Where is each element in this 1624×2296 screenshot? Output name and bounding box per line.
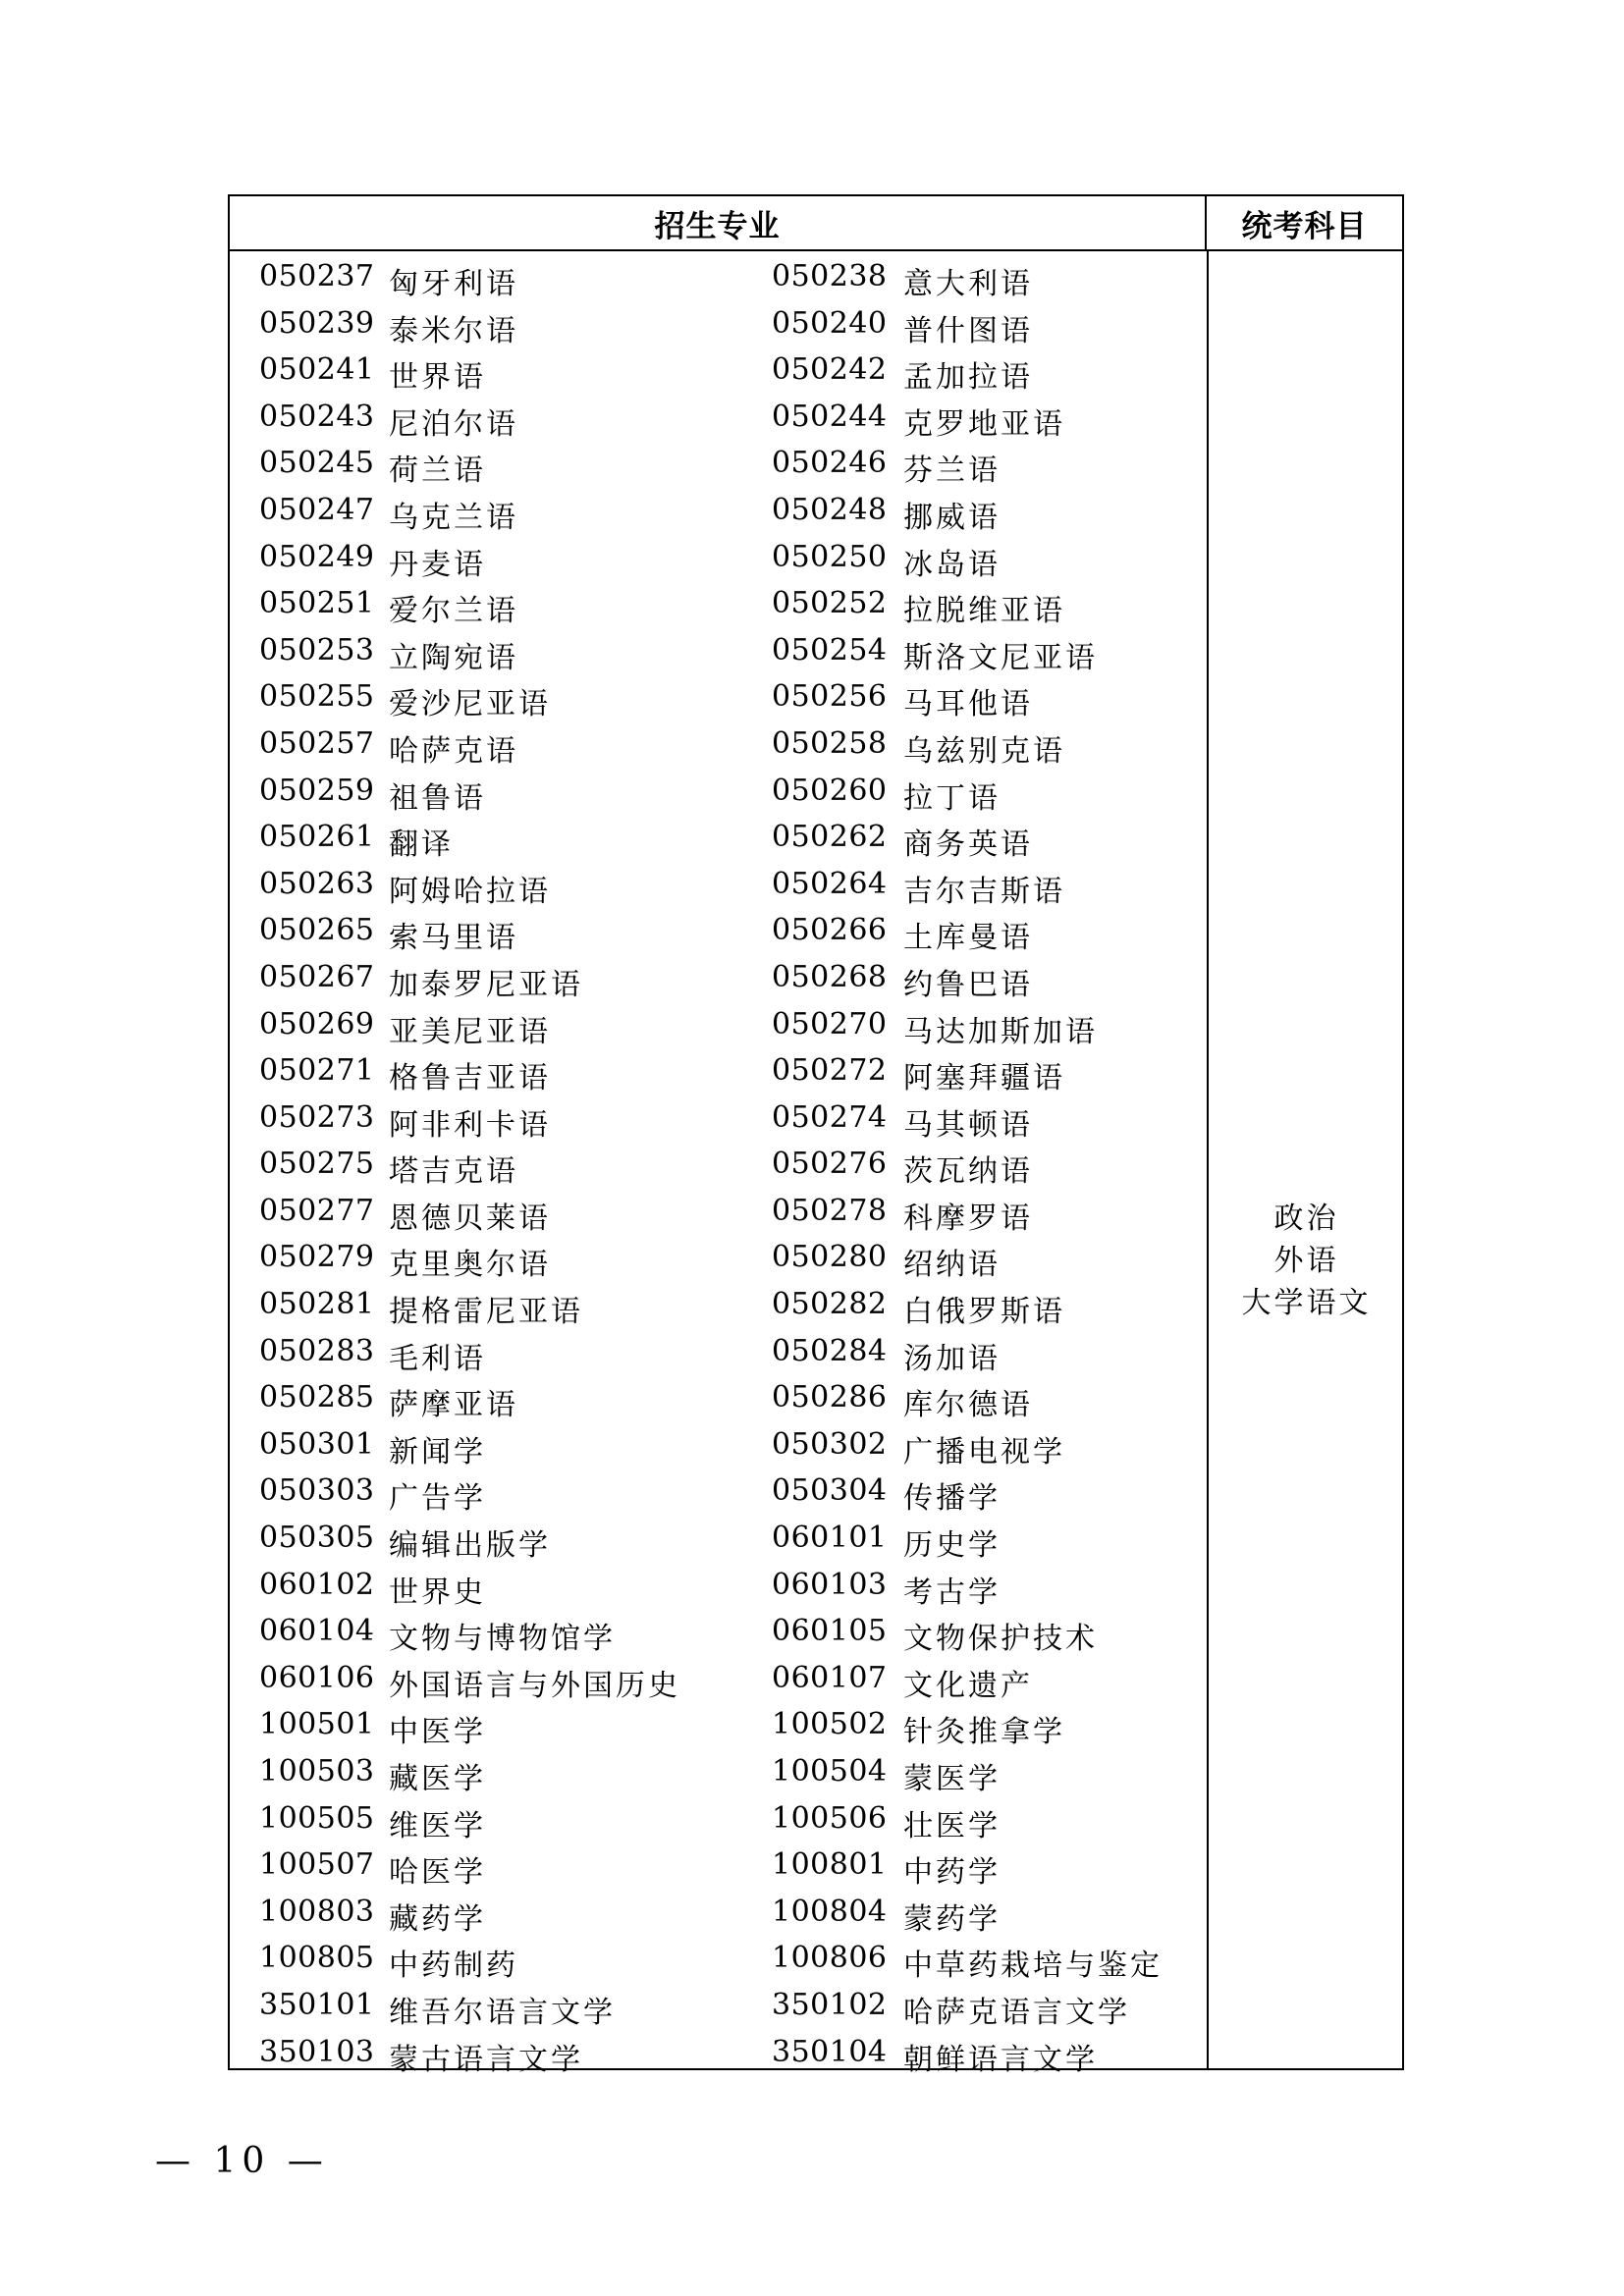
table-row xyxy=(230,578,1207,629)
major-code: 050301 xyxy=(259,1426,375,1462)
table-row xyxy=(230,1606,1207,1657)
major-code: 100505 xyxy=(259,1800,375,1836)
major-code: 050280 xyxy=(772,1240,888,1275)
major-code: 050240 xyxy=(772,305,888,341)
major-name: 提格雷尼亚语 xyxy=(389,1295,583,1330)
major-code: 050277 xyxy=(259,1193,375,1228)
major-name: 爱尔兰语 xyxy=(389,594,518,629)
major-name: 恩德贝莱语 xyxy=(389,1201,551,1236)
major-name: 历史学 xyxy=(903,1528,1001,1564)
table-row xyxy=(230,392,1207,442)
table-row xyxy=(230,1840,1207,1891)
major-code: 050303 xyxy=(259,1473,375,1509)
major-name: 马其顿语 xyxy=(903,1107,1033,1143)
major-code: 050251 xyxy=(259,586,375,621)
major-code: 050276 xyxy=(772,1147,888,1182)
major-name: 翻译 xyxy=(389,828,454,863)
majors-list xyxy=(230,251,1207,2077)
major-code: 050245 xyxy=(259,446,375,481)
major-name: 朝鲜语言文学 xyxy=(903,2042,1098,2077)
table-row xyxy=(230,485,1207,535)
major-name: 维医学 xyxy=(389,1808,486,1843)
major-name: 藏药学 xyxy=(389,1901,486,1937)
major-name: 意大利语 xyxy=(903,267,1033,301)
major-name: 冰岛语 xyxy=(903,547,1001,582)
table-row xyxy=(230,1887,1207,1937)
major-name: 乌克兰语 xyxy=(389,500,518,535)
major-code: 350104 xyxy=(772,2034,888,2069)
major-name: 亚美尼亚语 xyxy=(389,1014,551,1049)
major-name: 文化遗产 xyxy=(903,1668,1033,1703)
major-name: 壮医学 xyxy=(903,1808,1001,1843)
table-row xyxy=(230,1279,1207,1330)
major-code: 050283 xyxy=(259,1333,375,1368)
table-row xyxy=(230,1793,1207,1841)
major-name: 爱沙尼亚语 xyxy=(389,687,551,722)
table-row xyxy=(230,1933,1207,1984)
major-name: 编辑出版学 xyxy=(389,1528,551,1564)
major-code: 050278 xyxy=(772,1193,888,1228)
major-name: 吉尔吉斯语 xyxy=(903,874,1065,909)
major-name: 马达加斯加语 xyxy=(903,1014,1098,1049)
major-code: 050254 xyxy=(772,632,888,667)
major-code: 060106 xyxy=(259,1660,375,1695)
major-name: 祖鲁语 xyxy=(389,780,486,816)
major-name: 哈萨克语 xyxy=(389,733,518,769)
major-code: 050269 xyxy=(259,1006,375,1041)
table-row xyxy=(230,345,1207,396)
table-row xyxy=(230,1232,1207,1283)
major-code: 050249 xyxy=(259,539,375,574)
major-code: 060105 xyxy=(772,1614,888,1649)
table-row xyxy=(230,1980,1207,2030)
table-row xyxy=(230,671,1207,722)
majors-table xyxy=(228,194,1404,2077)
major-name: 土库曼语 xyxy=(903,921,1033,956)
major-code: 050253 xyxy=(259,632,375,667)
major-code: 100504 xyxy=(772,1754,888,1789)
major-name: 传播学 xyxy=(903,1481,1001,1517)
major-code: 050265 xyxy=(259,913,375,948)
major-name: 考古学 xyxy=(903,1575,1001,1610)
major-name: 哈医学 xyxy=(389,1855,486,1891)
major-code: 050242 xyxy=(772,352,888,388)
table-row xyxy=(230,1419,1207,1467)
major-name: 毛利语 xyxy=(389,1341,486,1376)
table-row xyxy=(230,1560,1207,1610)
major-name: 文物保护技术 xyxy=(903,1622,1098,1657)
major-name: 阿非利卡语 xyxy=(389,1107,551,1143)
major-code: 100503 xyxy=(259,1754,375,1789)
major-code: 050268 xyxy=(772,959,888,994)
major-code: 060107 xyxy=(772,1660,888,1695)
major-name: 斯洛文尼亚语 xyxy=(903,640,1098,675)
major-name: 拉丁语 xyxy=(903,780,1001,816)
major-code: 050238 xyxy=(772,259,888,294)
major-name: 藏医学 xyxy=(389,1762,486,1796)
major-name: 维吾尔语言文学 xyxy=(389,1995,616,2030)
major-name: 蒙药学 xyxy=(903,1901,1001,1937)
subject-college-chinese: 大学语文 xyxy=(1241,1286,1372,1320)
major-code: 050271 xyxy=(259,1053,375,1089)
major-code: 050264 xyxy=(772,866,888,901)
table-row xyxy=(230,438,1207,489)
table-row xyxy=(230,1653,1207,1703)
major-code: 050279 xyxy=(259,1240,375,1275)
major-code: 050247 xyxy=(259,492,375,527)
major-name: 克罗地亚语 xyxy=(903,406,1065,442)
major-code: 050259 xyxy=(259,773,375,808)
major-name: 汤加语 xyxy=(903,1341,1001,1376)
major-code: 100801 xyxy=(772,1847,888,1883)
major-code: 050246 xyxy=(772,446,888,481)
header-exam-subjects: 统考科目 xyxy=(1241,208,1368,244)
major-code: 050285 xyxy=(259,1380,375,1415)
major-name: 马耳他语 xyxy=(903,687,1033,722)
header-majors: 招生专业 xyxy=(230,196,1207,249)
major-name: 商务英语 xyxy=(903,828,1033,863)
major-name: 蒙古语言文学 xyxy=(389,2042,583,2077)
major-name: 乌兹别克语 xyxy=(903,733,1065,769)
major-code: 100506 xyxy=(772,1800,888,1836)
major-name: 塔吉克语 xyxy=(389,1154,518,1190)
major-name: 尼泊尔语 xyxy=(389,406,518,442)
major-name: 立陶宛语 xyxy=(389,640,518,675)
major-name: 世界语 xyxy=(389,360,486,396)
major-name: 中药学 xyxy=(903,1855,1001,1891)
major-name: 新闻学 xyxy=(389,1434,486,1469)
major-name: 芬兰语 xyxy=(903,454,1001,489)
table-row xyxy=(230,1466,1207,1517)
major-name: 拉脱维亚语 xyxy=(903,594,1065,629)
major-code: 050237 xyxy=(259,259,375,294)
major-code: 100501 xyxy=(259,1707,375,1742)
major-code: 050256 xyxy=(772,679,888,715)
major-code: 050282 xyxy=(772,1287,888,1322)
major-name: 阿姆哈拉语 xyxy=(389,874,551,909)
subject-foreign-language: 外语 xyxy=(1273,1244,1339,1278)
major-name: 广播电视学 xyxy=(903,1434,1065,1469)
table-row xyxy=(230,1746,1207,1796)
table-row xyxy=(230,1699,1207,1750)
major-code: 050261 xyxy=(259,820,375,855)
column-divider xyxy=(1207,251,1209,2068)
major-name: 匈牙利语 xyxy=(389,267,518,301)
table-row xyxy=(230,859,1207,909)
table-header xyxy=(230,196,1402,251)
major-name: 中医学 xyxy=(389,1715,486,1750)
major-code: 050281 xyxy=(259,1287,375,1322)
table-row xyxy=(230,719,1207,769)
major-name: 文物与博物馆学 xyxy=(389,1622,616,1657)
major-code: 050270 xyxy=(772,1006,888,1041)
major-code: 350101 xyxy=(259,1987,375,2022)
major-code: 050252 xyxy=(772,586,888,621)
major-name: 科摩罗语 xyxy=(903,1201,1033,1236)
major-name: 普什图语 xyxy=(903,313,1033,348)
major-name: 世界史 xyxy=(389,1575,486,1610)
table-row xyxy=(230,625,1207,675)
major-code: 060103 xyxy=(772,1567,888,1602)
major-code: 050273 xyxy=(259,1099,375,1135)
major-name: 索马里语 xyxy=(389,921,518,956)
major-name: 荷兰语 xyxy=(389,454,486,489)
major-name: 绍纳语 xyxy=(903,1248,1001,1283)
major-code: 050243 xyxy=(259,399,375,434)
major-code: 050241 xyxy=(259,352,375,388)
major-name: 白俄罗斯语 xyxy=(903,1295,1065,1330)
major-name: 克里奥尔语 xyxy=(389,1248,551,1283)
major-code: 100804 xyxy=(772,1894,888,1929)
major-name: 格鲁吉亚语 xyxy=(389,1061,551,1096)
major-name: 约鲁巴语 xyxy=(903,967,1033,1002)
major-code: 050244 xyxy=(772,399,888,434)
major-name: 泰米尔语 xyxy=(389,313,518,348)
table-row xyxy=(230,2027,1207,2077)
major-name: 蒙医学 xyxy=(903,1762,1001,1796)
major-name: 挪威语 xyxy=(903,500,1001,535)
major-code: 100806 xyxy=(772,1941,888,1976)
table-row xyxy=(230,999,1207,1049)
major-name: 丹麦语 xyxy=(389,547,486,582)
table-row xyxy=(230,905,1207,956)
table-row xyxy=(230,1045,1207,1096)
major-code: 050250 xyxy=(772,539,888,574)
major-code: 050248 xyxy=(772,492,888,527)
major-code: 100803 xyxy=(259,1894,375,1929)
major-code: 050258 xyxy=(772,725,888,761)
table-row xyxy=(230,1186,1207,1236)
page-number: — 10 — xyxy=(155,2141,329,2181)
major-code: 050272 xyxy=(772,1053,888,1089)
table-row xyxy=(230,812,1207,863)
major-code: 050274 xyxy=(772,1099,888,1135)
table-row xyxy=(230,251,1207,301)
table-row xyxy=(230,1326,1207,1376)
major-code: 050257 xyxy=(259,725,375,761)
major-code: 050262 xyxy=(772,820,888,855)
major-name: 外国语言与外国历史 xyxy=(389,1668,680,1703)
major-code: 100502 xyxy=(772,1707,888,1742)
major-name: 阿塞拜疆语 xyxy=(903,1061,1065,1096)
major-code: 050275 xyxy=(259,1147,375,1182)
major-code: 050284 xyxy=(772,1333,888,1368)
major-name: 茨瓦纳语 xyxy=(903,1154,1033,1190)
major-name: 广告学 xyxy=(389,1481,486,1517)
major-code: 050286 xyxy=(772,1380,888,1415)
major-name: 加泰罗尼亚语 xyxy=(389,967,583,1002)
major-code: 050239 xyxy=(259,305,375,341)
major-code: 050255 xyxy=(259,679,375,715)
major-code: 050305 xyxy=(259,1521,375,1556)
table-row xyxy=(230,766,1207,816)
major-code: 050260 xyxy=(772,773,888,808)
major-name: 针灸推拿学 xyxy=(903,1715,1065,1750)
table-row xyxy=(230,298,1207,346)
major-code: 050263 xyxy=(259,866,375,901)
table-row xyxy=(230,532,1207,582)
major-code: 100805 xyxy=(259,1941,375,1976)
major-name: 中草药栽培与鉴定 xyxy=(903,1949,1163,1984)
major-code: 060101 xyxy=(772,1521,888,1556)
major-code: 350103 xyxy=(259,2034,375,2069)
major-code: 060104 xyxy=(259,1614,375,1649)
major-name: 萨摩亚语 xyxy=(389,1388,518,1423)
table-row xyxy=(230,1093,1207,1143)
major-code: 050266 xyxy=(772,913,888,948)
major-name: 中药制药 xyxy=(389,1949,518,1984)
table-row xyxy=(230,952,1207,1002)
major-name: 孟加拉语 xyxy=(903,360,1033,396)
major-code: 350102 xyxy=(772,1987,888,2022)
major-code: 060102 xyxy=(259,1567,375,1602)
major-code: 050302 xyxy=(772,1426,888,1462)
major-code: 050267 xyxy=(259,959,375,994)
table-row xyxy=(230,1139,1207,1190)
table-row xyxy=(230,1372,1207,1423)
exam-subjects-cell xyxy=(1209,1198,1404,1324)
table-row xyxy=(230,1513,1207,1564)
major-code: 050304 xyxy=(772,1473,888,1509)
major-name: 哈萨克语言文学 xyxy=(903,1995,1130,2030)
major-name: 库尔德语 xyxy=(903,1388,1033,1423)
subject-politics: 政治 xyxy=(1273,1201,1339,1236)
major-code: 100507 xyxy=(259,1847,375,1883)
